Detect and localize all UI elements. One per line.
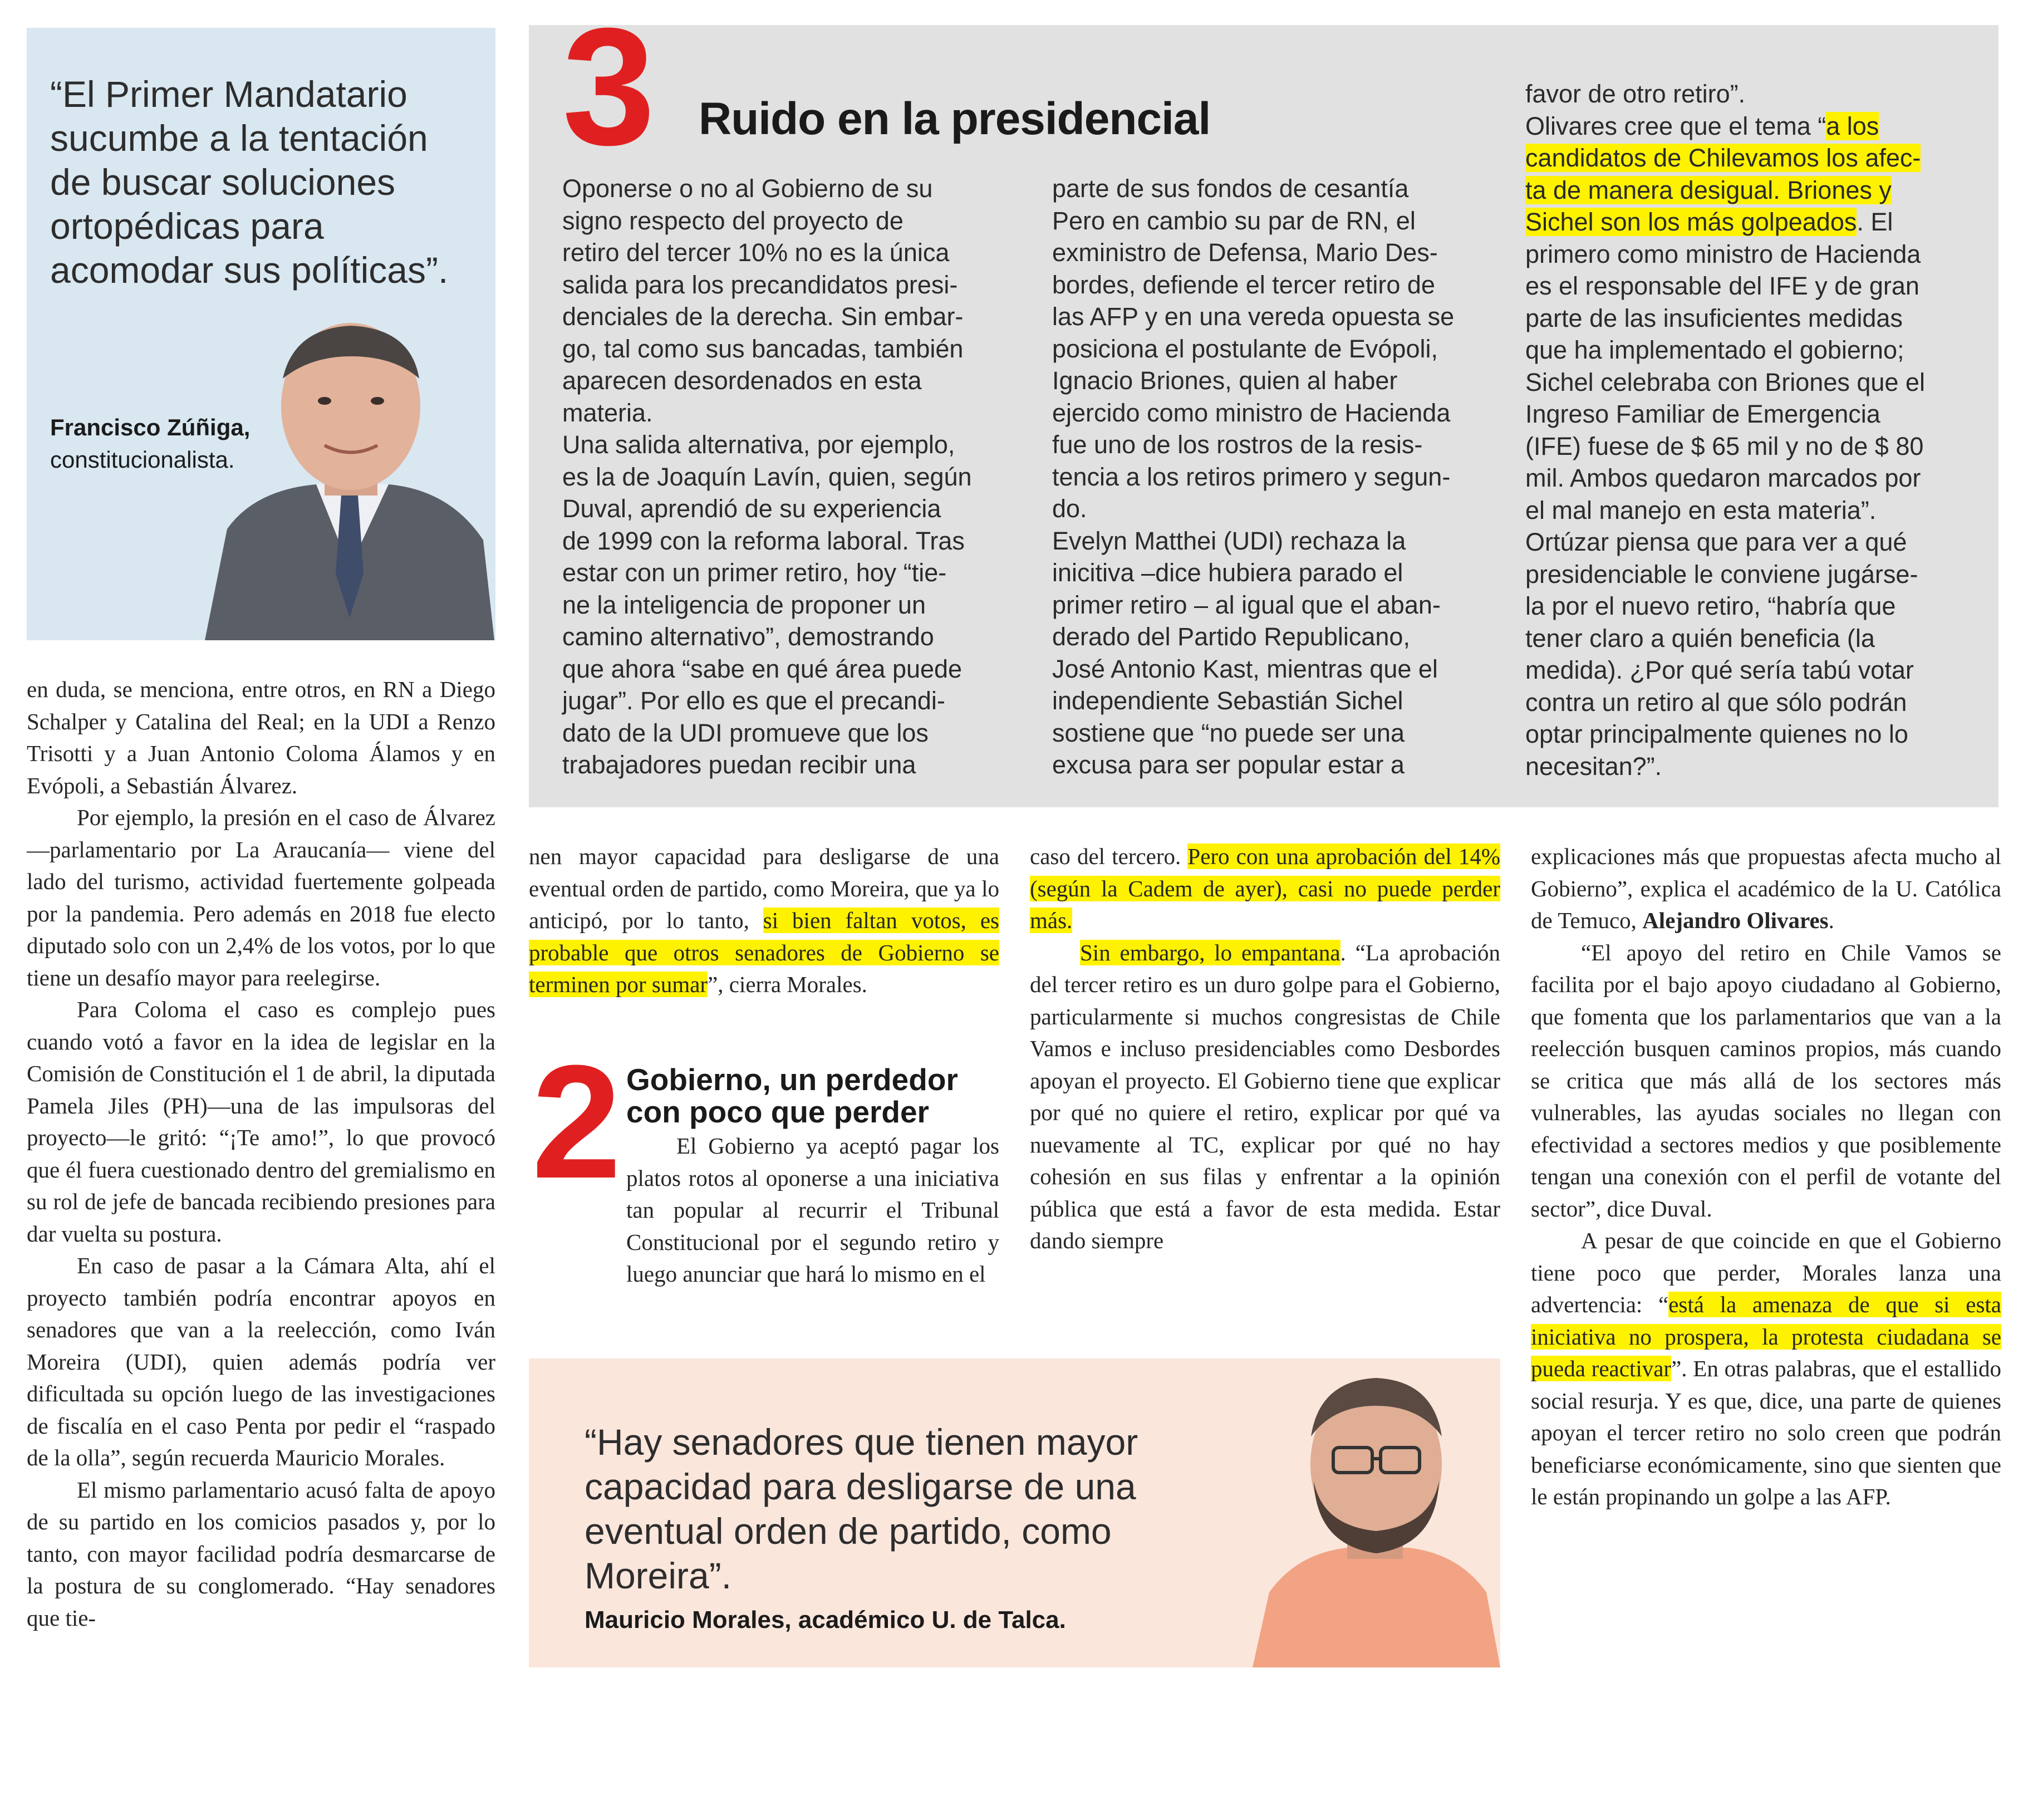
quote-box-zuniga [27,28,495,640]
paragraph: A pesar de que coincide en que el Gobierno tiene poco que perder, Morales lanza una advertencia: “está la amenaza de que si esta iniciativa no prospera, la protesta ciudadana se pueda reactivar”. En otras palabras, que el estallido social resurja. Y es que, dice, una parte de quienes apoyan el tercer retiro no solo creen que podrán beneficiarse económicamente, sino que sienten que le están propinando un golpe a las AFP. [1531,1228,2001,1509]
section-3-title: Ruido en la presidencial [699,94,1211,144]
body-column-2-top [529,841,999,1001]
pull-quote-text: “El Primer Mandatario sucumbe a la tentación de buscar soluciones ortopédicas para acomodar sus políticas”. [50,73,449,291]
paragraph: El Gobierno ya aceptó pagar los platos rotos al oponerse a una iniciativa tan popular al recurrir el Tribunal Constitucional por el segundo retiro y luego anunciar que hará lo mismo en el [626,1133,999,1287]
section-number-2: 2 [532,1032,622,1212]
quote-author: Mauricio Morales, académico U. de Talca. [585,1606,1066,1633]
paragraph: Para Coloma el caso es complejo pues cuando votó a favor en la idea de legislar en la Comisión de Constitución el 1 de abril, la diputada Pamela Jiles (PH)—una de las impulsoras del proyecto—le gritó: “¡Te amo!”, lo que provocó que él fuera cuestionado dentro del gremialismo en su rol de jefe de bancada recibiendo presiones para dar vuelta su postura. [27,997,495,1247]
body-column-2-lead [626,1130,999,1291]
paragraph: explicaciones más que propuestas afecta mucho al Gobierno”, explica el académico de la U. Católica de Temuco, Alejandro Olivares. [1531,843,2001,933]
section-2-title: Gobierno, un perdedor con poco que perder [626,1062,958,1129]
section-3-column-2: parte de sus fondos de cesantía Pero en cambio su par de RN, el exministro de Defensa, Mario Des- bordes, defiende el tercer retiro de las AFP y en una vereda opuesta se posiciona el postulante de Evópoli, Ignacio Briones, quien al haber ejercido como ministro de Hacienda fue uno de los rostros de la resis- tencia a los retiros primero y segun- do. Evelyn Matthei (UDI) rechaza la inicitiva –dice hubiera parado el primer retiro – al igual que el aban- derado del Partido Republicano, José Antonio Kast, mientras que el independiente Sebastián Sichel sostiene que “no puede ser una excusa para ser popular estar a [1052,174,1455,779]
section-3-box [529,0,1998,807]
paragraph: El mismo parlamentario acusó falta de apoyo de su partido en los comicios pasados y, por lo tanto, con mayor facilidad podría desmarcarse de la postura de su conglomerado. “Hay senadores que tie- [27,1476,495,1631]
body-column-1 [27,674,495,1634]
section-number-3: 3 [562,0,655,180]
paragraph: Sin embargo, lo empantana. “La aprobación del tercer retiro es un duro golpe para el Gobierno, particularmente si muchos congresistas de Chile Vamos e incluso presidenciables como Desbordes apoyan el proyecto. El Gobierno tiene que explicar por qué no quiere el retiro, explicar por qué va nuevamente al TC, explicar por qué no hay cohesión en sus filas y enfrentar a la opinión pública que está a favor de esta medida. Estar dando siempre [1030,939,1500,1253]
paragraph: En caso de pasar a la Cámara Alta, ahí el proyecto también podría encontrar apoyos en senadores que van a la reelección, como Iván Moreira (UDI), quien además podría ver dificultada su opción luego de las investigaciones de fiscalía en el caso Penta por pedir el “raspado de la olla”, según recuerda Mauricio Morales. [27,1253,495,1470]
paragraph: caso del tercero. Pero con una aprobación del 14% (según la Cadem de ayer), casi no puede perder más. [1030,843,1500,933]
paragraph: Por ejemplo, la presión en el caso de Álvarez —parlamentario por La Araucanía— viene del lado del turismo, actividad fuertemente golpeada por la pandemia. Pero además en 2018 fue electo diputado solo con un 2,4% de los votos, por lo que tiene un desafío mayor para reelegirse. [27,804,495,990]
pull-quote-text: “Hay senadores que tienen mayor capacidad para desligarse de una eventual orden de partido, como Moreira”. [585,1421,1138,1596]
portrait-photo-zuniga [205,306,494,640]
section-3-column-3: favor de otro retiro”. Olivares cree que el tema “a los candidatos de Chilevamos los afec- ta de manera desigual. Briones y Sichel son los más golpeados. El primero como ministro de Hacienda es el responsable del IFE y de gran parte de las insuficientes medidas que ha implementado el gobierno; Sichel celebraba con Briones que el Ingreso Familiar de Emergencia (IFE) fuese de $ 65 mil y no de $ 80 mil. Ambos quedaron marcados por el mal manejo en esta materia”. Ortúzar piensa que para ver a qué presidenciable le conviene jugárse- la por el nuevo retiro, “habría que tener claro a quién beneficia (la medida). ¿Por qué sería tabú votar contra un retiro al que sólo podrán optar principalmente quienes no lo necesitan?”. [1525,80,1925,781]
body-column-3 [1030,841,1500,1257]
portrait-photo-morales [1253,1358,1500,1667]
body-column-4 [1531,841,2001,1513]
quote-author: Francisco Zúñiga, [50,414,251,440]
section-3-column-1: Oponerse o no al Gobierno de su signo respecto del proyecto de retiro del tercer 10% no es la única salida para los precandidatos presi- denciales de la derecha. Sin embar- go, tal como sus bancadas, también aparecen desordenados en esta materia. Una salida alternativa, por ejemplo, es la de Joaquín Lavín, quien, según Duval, aprendió de su experiencia de 1999 con la reforma laboral. Tras estar con un primer retiro, hoy “tie- ne la inteligencia de proponer un camino alternativo”, demostrando que ahora “sabe en qué área puede jugar”. Por ello es que el precandi- dato de la UDI promueve que los trabajadores puedan recibir una [562,174,972,779]
paragraph: “El apoyo del retiro en Chile Vamos se facilita por el bajo apoyo ciudadano al Gobierno, que fomenta que los parlamentarios que van a la reelección busquen caminos propios, más cuando se critica que más allá de los sectores más vulnerables, las ayudas sociales no llegan con efectividad a sectores medios y que posiblemente tengan una conexión con el perfil de votante del sector”, dice Duval. [1531,939,2001,1221]
paragraph: en duda, se menciona, entre otros, en RN a Diego Schalper y Catalina del Real; en la UDI a Renzo Trisotti y a Juan Antonio Coloma Álamos y en Evópoli, a Sebastián Álvarez. [27,676,495,798]
quote-author-role: constitucionalista. [50,447,235,473]
paragraph: nen mayor capacidad para desligarse de una eventual orden de partido, como Moreira, que ya lo anticipó, por lo tanto, si bien faltan votos, es probable que otros senadores de Gobierno se terminen por sumar”, cierra Morales. [529,843,999,997]
quote-box-morales [529,1358,1500,1667]
